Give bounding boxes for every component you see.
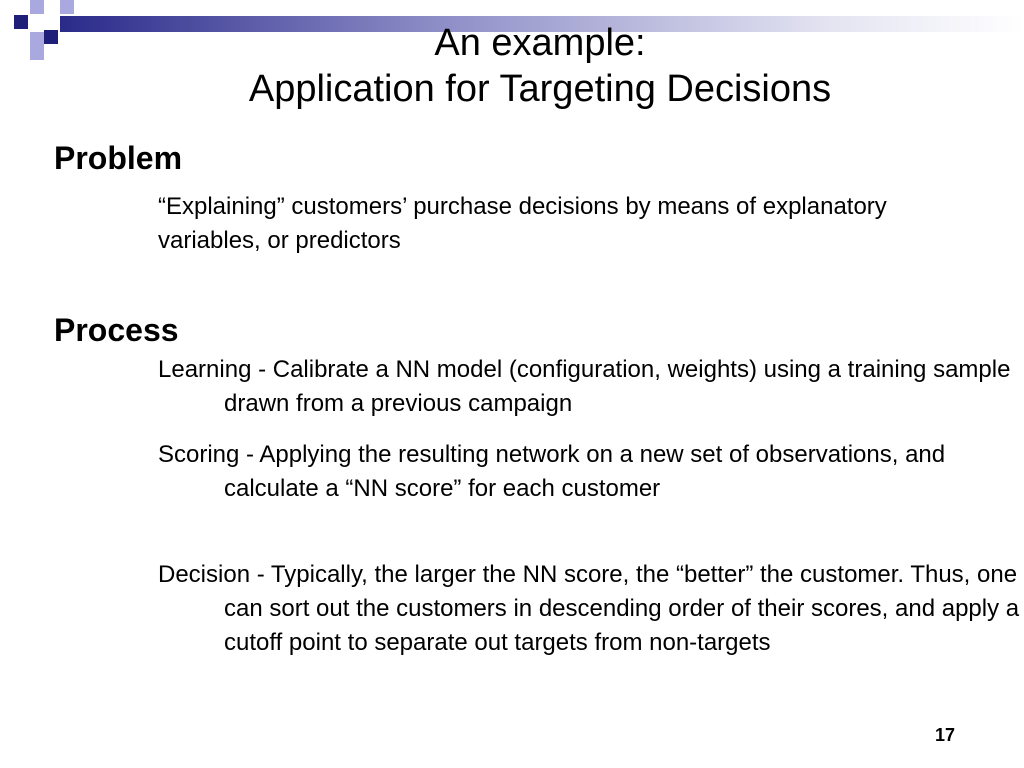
title-line-2: Application for Targeting Decisions (248, 68, 832, 110)
process-heading: Process (54, 312, 179, 348)
process-item-learning: Learning - Calibrate a NN model (configuration, weights) using a training sample drawn from a previous campaign (158, 356, 1011, 417)
slide-title (0, 20, 1024, 112)
square-lavender-1 (30, 0, 44, 14)
problem-text: “Explaining” customers’ purchase decisions by means of explanatory variables, or predictors (158, 193, 887, 254)
title-line-1: An example: (434, 22, 646, 64)
square-lavender-2 (60, 0, 74, 14)
problem-heading: Problem (54, 140, 183, 176)
process-item-decision: Decision - Typically, the larger the NN score, the “better” the customer. Thus, one can sort out the customers in descending order of their scores, and apply a cutoff point to separate out targets from non-targets (158, 561, 1020, 656)
page-number: 17 (935, 725, 956, 745)
process-item-scoring: Scoring - Applying the resulting network on a new set of observations, and calculate a “NN score” for each customer (158, 441, 946, 502)
